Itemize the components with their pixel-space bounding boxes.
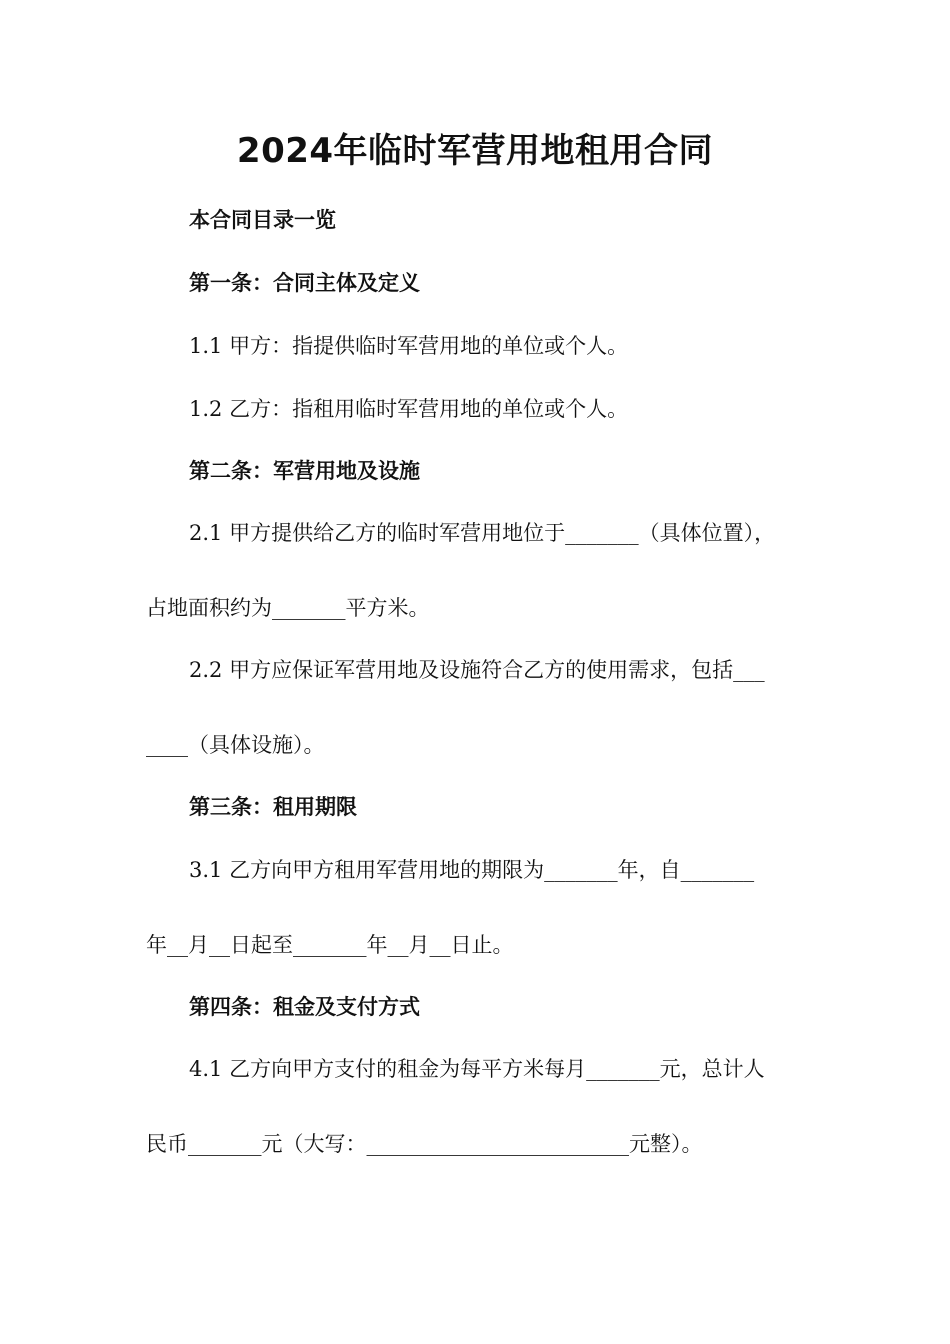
section-heading-1: 第一条：合同主体及定义 — [189, 271, 420, 295]
clause-2-1: 2.1 甲方提供给乙方的临时军营用地位于_______（具体位置）， — [189, 521, 776, 545]
clause-2-1-continued: 占地面积约为_______平方米。 — [146, 596, 430, 620]
section-heading-2: 第二条：军营用地及设施 — [189, 459, 420, 483]
document-title: 2024年临时军营用地租用合同 — [236, 131, 714, 171]
clause-4-1-continued: 民币_______元（大写：_________________________元整）。 — [146, 1132, 703, 1156]
clause-3-1-continued: 年__月__日起至_______年__月__日止。 — [146, 933, 514, 957]
clause-2-2: 2.2 甲方应保证军营用地及设施符合乙方的使用需求，包括___ — [189, 658, 765, 682]
clause-1-1: 1.1 甲方：指提供临时军营用地的单位或个人。 — [189, 334, 629, 358]
clause-2-2-continued: ____（具体设施）。 — [146, 733, 325, 757]
section-heading-4: 第四条：租金及支付方式 — [189, 995, 420, 1019]
clause-1-2: 1.2 乙方：指租用临时军营用地的单位或个人。 — [189, 397, 629, 421]
toc-heading: 本合同目录一览 — [189, 208, 336, 232]
section-heading-3: 第三条：租用期限 — [189, 795, 357, 819]
clause-3-1: 3.1 乙方向甲方租用军营用地的期限为_______年，自_______ — [189, 858, 755, 882]
clause-4-1: 4.1 乙方向甲方支付的租金为每平方米每月_______元，总计人 — [189, 1057, 765, 1081]
